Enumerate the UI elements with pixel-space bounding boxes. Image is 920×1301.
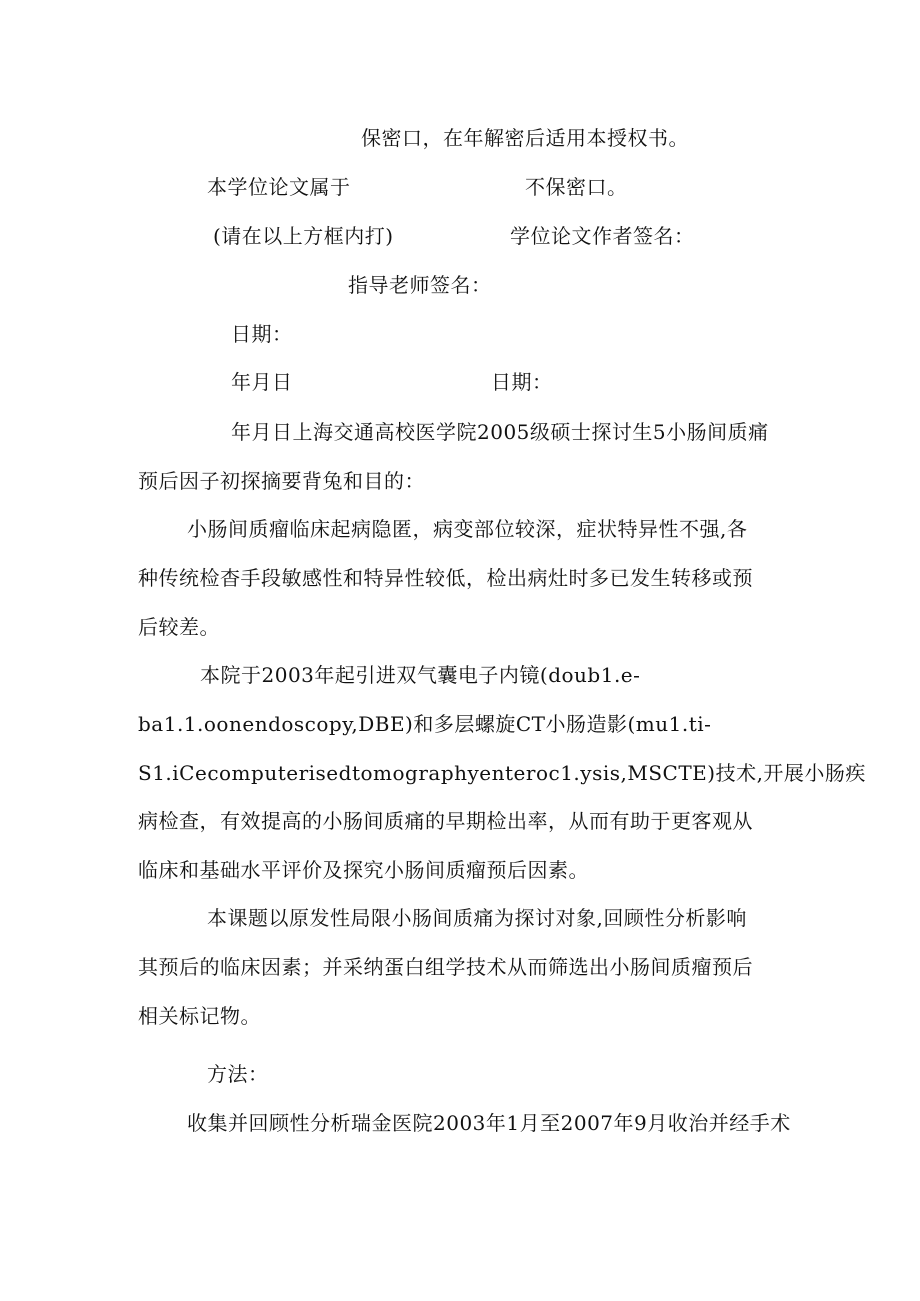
paragraph-2-line-3: 后较差。 [138,615,220,639]
paragraph-3-line-2: ba1.1.oonendoscopy,DBE)和多层螺旋CT小肠造影(mu1.ti- [138,712,712,736]
paragraph-5-line-1: 收集并回顾性分析瑞金医院2003年1月至2007年9月收治并经手术 [187,1111,791,1135]
thesis-belongs-label: 本学位论文属于 [207,175,351,199]
paragraph-1-line-1: 年月日上海交通高校医学院2005级硕士探讨生5小肠间质痛 [231,420,769,444]
paragraph-2-line-1: 小肠间质瘤临床起病隐匿，病变部位较深，症状特异性不强,各 [187,517,748,541]
paragraph-4-line-2: 其预后的临床因素；并采纳蛋白组学技术从而筛选出小肠间质瘤预后 [138,955,753,979]
year-month-day-label: 年月日 [231,370,293,394]
confidential-line: 保密口，在年解密后适用本授权书。 [361,126,689,150]
not-confidential-label: 不保密口。 [525,175,628,199]
paragraph-2-line-2: 种传统检杳手段敏感性和特异性较低，检出病灶时多已发生转移或预 [138,566,753,590]
paragraph-4-line-1: 本课题以原发性局限小肠间质痛为探讨对象,回顾性分析影响 [207,906,747,930]
author-signature-label: 学位论文作者签名： [510,224,695,248]
methods-heading: 方法： [207,1062,269,1086]
paragraph-3-line-3: S1.iCecomputerisedtomographyenteroc1.ysis,MSCTE)技术,开展小肠疾 [138,761,866,785]
paragraph-3-line-1: 本院于2003年起引进双气囊电子内镜(doub1.e- [200,663,641,687]
advisor-signature-label: 指导老师签名： [348,273,492,297]
checkbox-instruction: (请在以上方框内打) [213,224,394,248]
date-label-second: 日期： [491,370,553,394]
paragraph-3-line-4: 病检查，有效提高的小肠间质痛的早期检出率，从而有助于更客观从 [138,809,753,833]
date-label-first: 日期： [231,322,293,346]
paragraph-4-line-3: 相关标记物。 [138,1004,261,1028]
paragraph-1-line-2: 预后因子初探摘要背兔和目的： [138,469,425,493]
paragraph-3-line-5: 临床和基础水平评价及探究小肠间质瘤预后因素。 [138,858,589,882]
